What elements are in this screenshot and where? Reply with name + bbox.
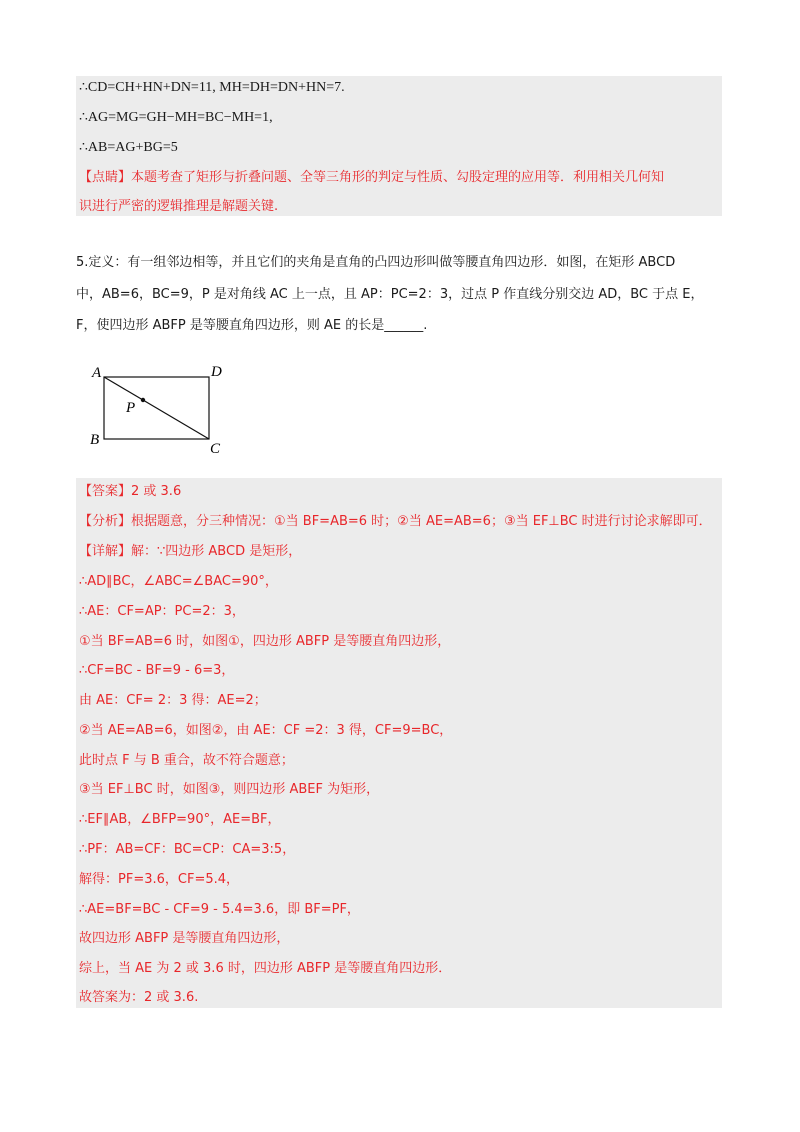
detail-line-11: ∴PF：AB=CF：BC=CP：CA=3:5， [79,842,296,857]
detail-line-2: ∴AD∥BC，∠ABC=∠BAC=90°， [79,574,278,589]
question-line-3: F，使四边形 ABFP 是等腰直角四边形，则 AE 的长是______. [76,318,428,333]
detail-line-7: ②当 AE=AB=6，如图②，由 AE：CF =2：3 得，CF=9=BC， [79,723,453,738]
diagonal-ac [104,377,209,439]
analysis-line: 【分析】根据题意，分三种情况：①当 BF=AB=6 时；②当 AE=AB=6；③当 EF⊥BC 时进行讨论求解即可． [79,514,712,529]
prev-comment-line-1: 【点睛】本题考查了矩形与折叠问题、全等三角形的判定与性质、勾股定理的应用等．利用相关几何知 [79,170,665,185]
rectangle-figure [84,360,234,460]
detail-line-9: ③当 EF⊥BC 时，如图③，则四边形 ABEF 为矩形， [79,782,380,797]
label-c: C [210,441,221,457]
prev-solution-line-3: ∴AB=AG+BG=5 [79,140,178,155]
question-line-1: 5.定义：有一组邻边相等，并且它们的夹角是直角的凸四边形叫做等腰直角四边形．如图，在矩形 ABCD [76,255,676,270]
detail-line-16: 故答案为：2 或 3.6. [79,990,199,1005]
question-line-2: 中，AB=6，BC=9，P 是对角线 AC 上一点，且 AP：PC=2：3，过点 P 作直线分别交边 AD，BC 于点 E， [76,287,704,302]
prev-solution-line-2: ∴AG=MG=GH−MH=BC−MH=1, [79,110,273,125]
detail-line-1: 【详解】解：∵四边形 ABCD 是矩形， [79,544,302,559]
detail-line-6: 由 AE：CF= 2：3 得：AE=2； [79,693,267,708]
label-a: A [92,365,102,381]
detail-line-12: 解得：PF=3.6，CF=5.4， [79,872,240,887]
detail-line-8: 此时点 F 与 B 重合，故不符合题意； [79,753,294,768]
prev-solution-line-1: ∴CD=CH+HN+DN=11, MH=DH=DN+HN=7. [79,80,345,95]
label-b: B [90,432,100,448]
label-d: D [211,364,222,380]
detail-line-15: 综上，当 AE 为 2 或 3.6 时，四边形 ABFP 是等腰直角四边形． [79,961,452,976]
detail-line-13: ∴AE=BF=BC - CF=9 - 5.4=3.6，即 BF=PF， [79,902,360,917]
prev-comment-line-2: 识进行严密的逻辑推理是解题关键. [79,199,279,214]
point-p [141,398,145,402]
detail-line-3: ∴AE：CF=AP：PC=2：3， [79,604,245,619]
detail-line-5: ∴CF=BC - BF=9 - 6=3， [79,663,235,678]
detail-line-14: 故四边形 ABFP 是等腰直角四边形， [79,931,290,946]
detail-line-10: ∴EF∥AB，∠BFP=90°，AE=BF， [79,812,281,827]
detail-line-4: ①当 BF=AB=6 时，如图①，四边形 ABFP 是等腰直角四边形， [79,634,451,649]
answer-line: 【答案】2 或 3.6 [79,484,182,499]
label-p: P [126,400,136,416]
